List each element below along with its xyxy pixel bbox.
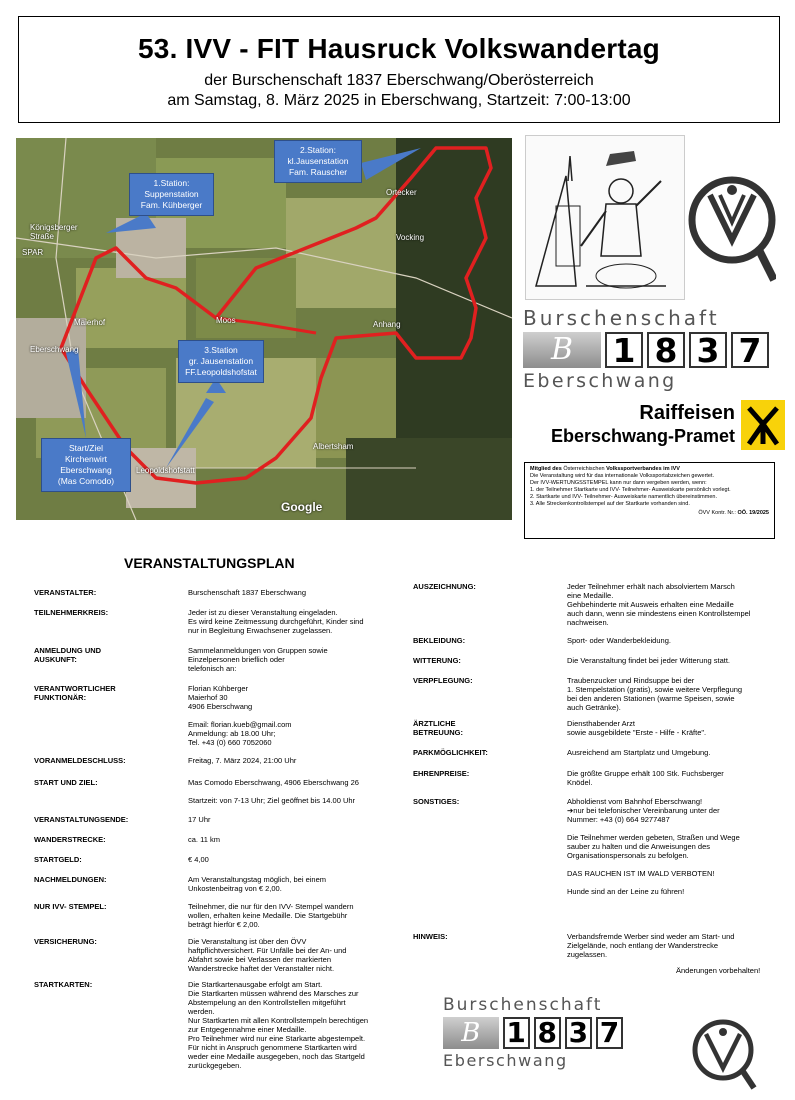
plan-row-value: Jeder ist zu dieser Veranstaltung eingeladen. Es wird keine Zeitmessung durchgeführt, Kinder sind nur in Begleitung Erwachsener zugelassen.: [188, 608, 364, 635]
plan-row-label: ÄRZTLICHE BETREUUNG:: [413, 719, 463, 737]
map-label: Eberschwang: [30, 345, 79, 354]
subtitle-organizer: der Burschenschaft 1837 Eberschwang/Oberösterreich: [204, 72, 594, 89]
plan-row: [413, 932, 734, 959]
plan-row-label: STARTGELD:: [34, 855, 82, 864]
plan-row: [34, 608, 364, 635]
plan-row-label: NACHMELDUNGEN:: [34, 875, 107, 884]
plan-row-value: Sport- oder Wanderbekleidung.: [567, 636, 671, 645]
plan-row-value: Ausreichend am Startplatz und Umgebung.: [567, 748, 711, 757]
logo-digit: 7: [731, 332, 769, 368]
map-label: Vocking: [396, 233, 425, 242]
plan-row-value: Florian Kühberger Maierhof 30 4906 Eberschwang Email: florian.kueb@gmail.com Anmeldung: ab 18.00 Uhr; Tel. +43 (0) 660 7052060: [188, 684, 292, 747]
map-label: Leopoldshofstatt: [136, 466, 195, 475]
plan-row-label: SONSTIGES:: [413, 797, 460, 806]
plan-row-value: Freitag, 7. März 2024, 21:00 Uhr: [188, 756, 297, 765]
station-3-callout: 3.Station gr. Jausenstation FF.Leopoldshofstat: [178, 340, 264, 383]
logo-letter: B: [523, 332, 601, 368]
plan-row: [413, 748, 710, 757]
plan-row: [413, 636, 671, 645]
plan-row: [413, 676, 742, 712]
plan-row: [413, 769, 724, 787]
raiffeisen-sponsor: [523, 400, 785, 454]
plan-row-value: Teilnehmer, die nur für den IVV- Stempel wandern wollen, erhalten keine Medaille. Die Startgebühr beträgt hierfür € 2,00.: [188, 902, 354, 929]
plan-row-value: Traubenzucker und Rindsuppe bei der 1. Stempelstation (gratis), sowie weitere Verpflegung bei den anderen Stationen (warme Speisen, sowie auch Getränke).: [567, 676, 743, 712]
plan-row: [413, 582, 750, 627]
plan-row-label: NUR IVV- STEMPEL:: [34, 902, 107, 911]
plan-row-value: € 4,00: [188, 855, 209, 864]
plan-row: [34, 756, 296, 765]
plan-row-label: TEILNEHMERKREIS:: [34, 608, 109, 617]
map-label: Königsberger Straße: [30, 223, 78, 241]
plan-row-label: EHRENPREISE:: [413, 769, 470, 778]
plan-row: [413, 719, 706, 737]
start-finish-callout: Start/Ziel Kirchenwirt Eberschwang (Mas Comodo): [41, 438, 131, 492]
plan-row-value: Am Veranstaltungstag möglich, bei einem Unkostenbeitrag von € 2,00.: [188, 875, 326, 893]
station-2-callout: 2.Station: kl.Jausenstation Fam. Rauscher: [274, 140, 362, 183]
bank-name: Raiffeisen: [639, 402, 735, 424]
plan-row: [34, 835, 220, 844]
plan-row-value: Abholdienst vom Bahnhof Eberschwang! ➔nur bei telefonischer Vereinbarung unter der Nummer: +43 (0) 664 9277487 Die Teilnehmer werden gebeten, Straßen und Wege sauber zu halten und die Anweisungen des Organisationspersonals zu befolgen. DAS RAUCHEN IST IM WALD VERBOTEN! Hunde sind an der Leine zu führen!: [567, 797, 740, 896]
wanderer-illustration: [525, 135, 685, 300]
plan-row-value: Die Veranstaltung ist über den ÖVV haftpflichtversichert. Für Unfälle bei der An- und Abfahrt sowie bei Verlassen der markierten Wanderstrecke haftet der Veranstalter nicht.: [188, 937, 347, 973]
plan-row: [34, 875, 326, 893]
logo-word: Burschenschaft: [523, 306, 720, 330]
plan-row: [413, 656, 730, 665]
plan-row: [34, 902, 354, 929]
plan-row-label: START UND ZIEL:: [34, 778, 98, 787]
map-label: Anhang: [373, 320, 401, 329]
plan-row: [34, 588, 306, 597]
plan-row-label: PARKMÖGLICHKEIT:: [413, 748, 488, 757]
plan-row-label: VERPFLEGUNG:: [413, 676, 473, 685]
plan-row-label: VERANSTALTUNGSENDE:: [34, 815, 129, 824]
logo-digit: 3: [689, 332, 727, 368]
plan-row-value: Die Veranstaltung findet bei jeder Witterung statt.: [567, 656, 731, 665]
plan-left-column: [34, 582, 414, 1082]
plan-heading: VERANSTALTUNGSPLAN: [124, 555, 295, 571]
plan-row-label: AUSZEICHNUNG:: [413, 582, 476, 591]
plan-row-value: Diensthabender Arzt sowie ausgebildete "Erste - Hilfe - Kräfte".: [567, 719, 707, 737]
header-box: [18, 16, 780, 123]
plan-row: [34, 937, 346, 973]
ivv-emblem-bottom: [688, 1012, 758, 1092]
plan-row-label: WANDERSTRECKE:: [34, 835, 106, 844]
logo-place: Eberschwang: [523, 370, 677, 392]
plan-row-label: VERSICHERUNG:: [34, 937, 97, 946]
plan-row: [34, 646, 328, 673]
changes-reserved-note: Änderungen vorbehalten!: [676, 966, 761, 975]
plan-right-column: [413, 582, 778, 982]
google-attribution: Google: [281, 500, 323, 514]
map-label: Moos: [216, 316, 236, 325]
plan-row-label: ANMELDUNG UND AUSKUNFT:: [34, 646, 102, 664]
page-title: 53. IVV - FIT Hausruck Volkswandertag: [138, 33, 660, 64]
raiffeisen-gable-icon: [741, 400, 785, 450]
plan-row-value: Jeder Teilnehmer erhält nach absolviertem Marsch eine Medaille. Gehbehinderte mit Ausweis erhalten eine Medaille auch dann, wenn sie mindestens einen Kontrollstempel nachweisen.: [567, 582, 751, 627]
ivv-membership-box: Mitglied des Österreichischen Volkssportverbandes im IVV Die Veranstaltung wird für das internationale Volkssportabzeichen gewertet. Der IVV-WERTUNGSSTEMPEL kann nur dann vergeben werden, wenn: 1. der Teilnehmer Startkarte und IVV- Teilnehmer- Ausweiskarte persönlich vorlegt. 2. Startkarte und IVV- Teilnehmer- Ausweiskarte namentlich übereinstimmen. 3. Alle Streckenkontrollstempel auf der Startkarte vorhanden sind. ÖVV Kontr. Nr.: OÖ. 19/2025: [524, 462, 775, 539]
plan-row-label: VORANMELDESCHLUSS:: [34, 756, 126, 765]
logo-digit: 8: [647, 332, 685, 368]
map-label: Ortecker: [386, 188, 417, 197]
plan-row-value: Die Startkartenausgabe erfolgt am Start. Die Startkarten müssen während des Marsches zur Abstempelung an den Kontrollstellen mitgeführt werden. Nur Startkarten mit allen Kontrollstempeln berechtigen zur Entgegennahme einer Medaille. Pro Teilnehmer wird nur eine Starkarte abgestempelt. Für nicht in Anspruch genommene Startkarten wird weder eine Medaille ausgegeben, noch das Startgeld zurückgegeben.: [188, 980, 369, 1070]
plan-row-label: HINWEIS:: [413, 932, 448, 941]
plan-row-value: Verbandsfremde Werber sind weder am Start- und Zielgelände, noch entlang der Wanderstrecke zugelassen.: [567, 932, 735, 959]
plan-row-value: ca. 11 km: [188, 835, 220, 844]
logo-digit: 1: [605, 332, 643, 368]
map-label: SPAR: [22, 248, 44, 257]
plan-row-label: VERANSTALTER:: [34, 588, 97, 597]
ivv-emblem: [688, 140, 776, 290]
plan-row-value: Die größte Gruppe erhält 100 Stk. Fuchsberger Knödel.: [567, 769, 724, 787]
route-map: [16, 138, 512, 520]
plan-row-value: 17 Uhr: [188, 815, 211, 824]
plan-row-label: WITTERUNG:: [413, 656, 461, 665]
map-label: Maierhof: [74, 318, 106, 327]
plan-row: [34, 684, 291, 747]
subtitle-date: am Samstag, 8. März 2025 in Eberschwang, Startzeit: 7:00-13:00: [167, 92, 631, 109]
plan-row: [34, 815, 211, 824]
burschenschaft-logo-bottom: Burschenschaft B 1 8 3 7 Eberschwang: [443, 995, 623, 1083]
plan-row-label: STARTKARTEN:: [34, 980, 93, 989]
map-label: Albertsham: [313, 442, 354, 451]
plan-row-value: Burschenschaft 1837 Eberschwang: [188, 588, 306, 597]
station-1-callout: 1.Station: Suppenstation Fam. Kühberger: [129, 173, 214, 216]
plan-row: [34, 855, 209, 864]
plan-row-label: VERANTWORTLICHER FUNKTIONÄR:: [34, 684, 116, 702]
plan-row-label: BEKLEIDUNG:: [413, 636, 466, 645]
plan-row: [34, 778, 359, 805]
burschenschaft-logo: [523, 306, 773, 390]
plan-row-value: Mas Comodo Eberschwang, 4906 Eberschwang 26 Startzeit: von 7-13 Uhr; Ziel geöffnet bis 14.00 Uhr: [188, 778, 359, 805]
plan-row-value: Sammelanmeldungen von Gruppen sowie Einzelpersonen brieflich oder telefonisch an:: [188, 646, 328, 673]
bank-location: Eberschwang-Pramet: [550, 426, 735, 446]
plan-row: [413, 797, 740, 896]
plan-row: [34, 980, 368, 1070]
